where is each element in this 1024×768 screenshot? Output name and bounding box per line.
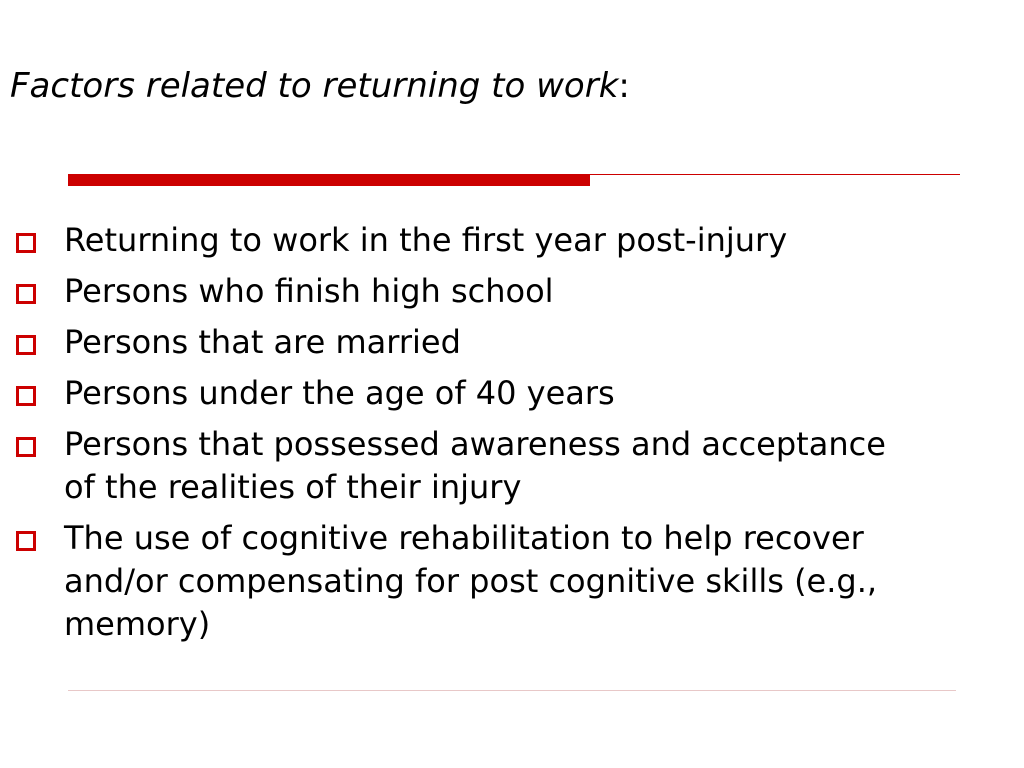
hollow-square-icon (16, 335, 36, 355)
bullet-text: Returning to work in the first year post-injury (64, 221, 788, 259)
bullet-item (14, 372, 914, 415)
title-divider-thick (68, 174, 590, 186)
bullet-item (14, 423, 914, 509)
bottom-divider (68, 690, 956, 691)
bullet-item (14, 321, 914, 364)
bullet-text: Persons that are married (64, 323, 461, 361)
bullet-text: Persons that possessed awareness and acceptance of the realities of their injury (64, 425, 886, 506)
hollow-square-icon (16, 531, 36, 551)
slide-title-colon: : (618, 66, 630, 106)
slide-title (10, 62, 630, 110)
slide-title-text: Factors related to returning to work (10, 66, 619, 106)
hollow-square-icon (16, 233, 36, 253)
hollow-square-icon (16, 284, 36, 304)
bullet-text: Persons who finish high school (64, 272, 554, 310)
bullet-item (14, 219, 914, 262)
title-divider-thin (590, 174, 960, 175)
hollow-square-icon (16, 437, 36, 457)
hollow-square-icon (16, 386, 36, 406)
bullet-list (14, 219, 914, 654)
bullet-item (14, 270, 914, 313)
bullet-text: Persons under the age of 40 years (64, 374, 615, 412)
bullet-item (14, 517, 914, 646)
bullet-text: The use of cognitive rehabilitation to help recover and/or compensating for post cognitive skills (e.g., memory) (64, 519, 878, 643)
